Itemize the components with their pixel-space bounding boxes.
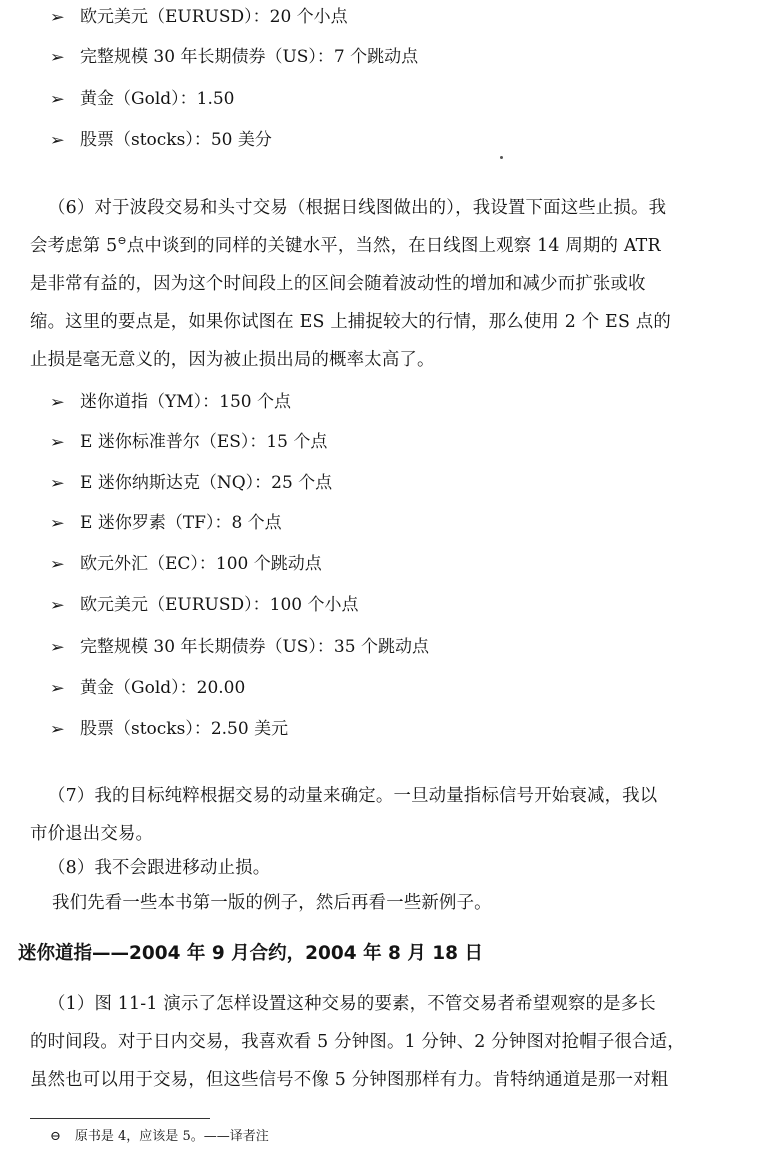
list-item: ➢ E 迷你罗素（TF）：8 个点 xyxy=(49,513,282,533)
list-item: ➢ 完整规模 30 年长期债券（US）：7 个跳动点 xyxy=(49,47,419,67)
arrow-bullet-icon: ➢ xyxy=(49,555,65,573)
arrow-bullet-icon: ➢ xyxy=(49,131,65,149)
arrow-bullet-icon: ➢ xyxy=(49,393,65,411)
footnote-divider xyxy=(30,1118,210,1119)
list-item: ➢ 黄金（Gold）：20.00 xyxy=(49,678,246,698)
list-item: ➢ E 迷你标准普尔（ES）：15 个点 xyxy=(49,432,328,452)
section-heading: 迷你道指——2004 年 9 月合约，2004 年 8 月 18 日 xyxy=(18,943,483,964)
paragraph-6: （6）对于波段交易和头寸交易（根据日线图做出的），我设置下面这些止损。我 会考虑第 5⊖点中谈到的同样的关键水平，当然，在日线图上观察 14 周期的 ATR 是非常有益的，因为这个时间段上的区间会随着波动性的增加和减少而扩张或收 缩。这里的要点是，如果你试图在 ES 上捕捉较大的行情，那么使用 2 个 ES 点的 止损是毫无意义的，因为被止损出局的概率太高了。 xyxy=(30,189,730,379)
arrow-bullet-icon: ➢ xyxy=(49,638,65,656)
scan-speck xyxy=(500,156,503,159)
list-item: ➢ 股票（stocks）：2.50 美元 xyxy=(49,719,289,739)
arrow-bullet-icon: ➢ xyxy=(49,474,65,492)
list-item: ➢ 股票（stocks）：50 美分 xyxy=(49,130,272,150)
arrow-bullet-icon: ➢ xyxy=(49,90,65,108)
paragraph-7: （7）我的目标纯粹根据交易的动量来确定。一旦动量指标信号开始衰减，我以 市价退出交易。 xyxy=(30,786,658,844)
paragraph-9: 我们先看一些本书第一版的例子，然后再看一些新例子。 xyxy=(52,893,492,913)
list-item: ➢ 迷你道指（YM）：150 个点 xyxy=(49,392,291,412)
arrow-bullet-icon: ➢ xyxy=(49,596,65,614)
arrow-bullet-icon: ➢ xyxy=(49,433,65,451)
paragraph-line: 会考虑第 5⊖点中谈到的同样的关键水平，当然，在日线图上观察 14 周期的 ATR xyxy=(30,234,661,256)
list-item: ➢ 欧元美元（EURUSD）：100 个小点 xyxy=(49,595,359,615)
arrow-bullet-icon: ➢ xyxy=(49,8,65,26)
list-item: ➢ 欧元外汇（EC）：100 个跳动点 xyxy=(49,554,322,574)
arrow-bullet-icon: ➢ xyxy=(49,48,65,66)
arrow-bullet-icon: ➢ xyxy=(49,679,65,697)
arrow-bullet-icon: ➢ xyxy=(49,514,65,532)
paragraph-1: （1）图 11-1 演示了怎样设置这种交易的要素，不管交易者希望观察的是多长 的时间段。对于日内交易，我喜欢看 5 分钟图。1 分钟、2 分钟图对抢帽子很合适， 虽然也可以用于交易，但这些信号不像 5 分钟图那样有力。肯特纳通道是那一对粗 xyxy=(30,994,685,1090)
list-item: ➢ 黄金（Gold）：1.50 xyxy=(49,89,235,109)
paragraph-8: （8）我不会跟进移动止损。 xyxy=(48,858,271,878)
list-item: ➢ 完整规模 30 年长期债券（US）：35 个跳动点 xyxy=(49,637,429,657)
list-item: ➢ E 迷你纳斯达克（NQ）：25 个点 xyxy=(49,473,333,493)
arrow-bullet-icon: ➢ xyxy=(49,720,65,738)
footnote-mark-icon: ⊖ xyxy=(50,1129,61,1144)
footnote: ⊖ 原书是 4，应该是 5。——译者注 xyxy=(50,1129,269,1144)
footnote-ref-icon: ⊖ xyxy=(117,234,127,248)
list-item: ➢ 欧元美元（EURUSD）：20 个小点 xyxy=(49,7,348,27)
